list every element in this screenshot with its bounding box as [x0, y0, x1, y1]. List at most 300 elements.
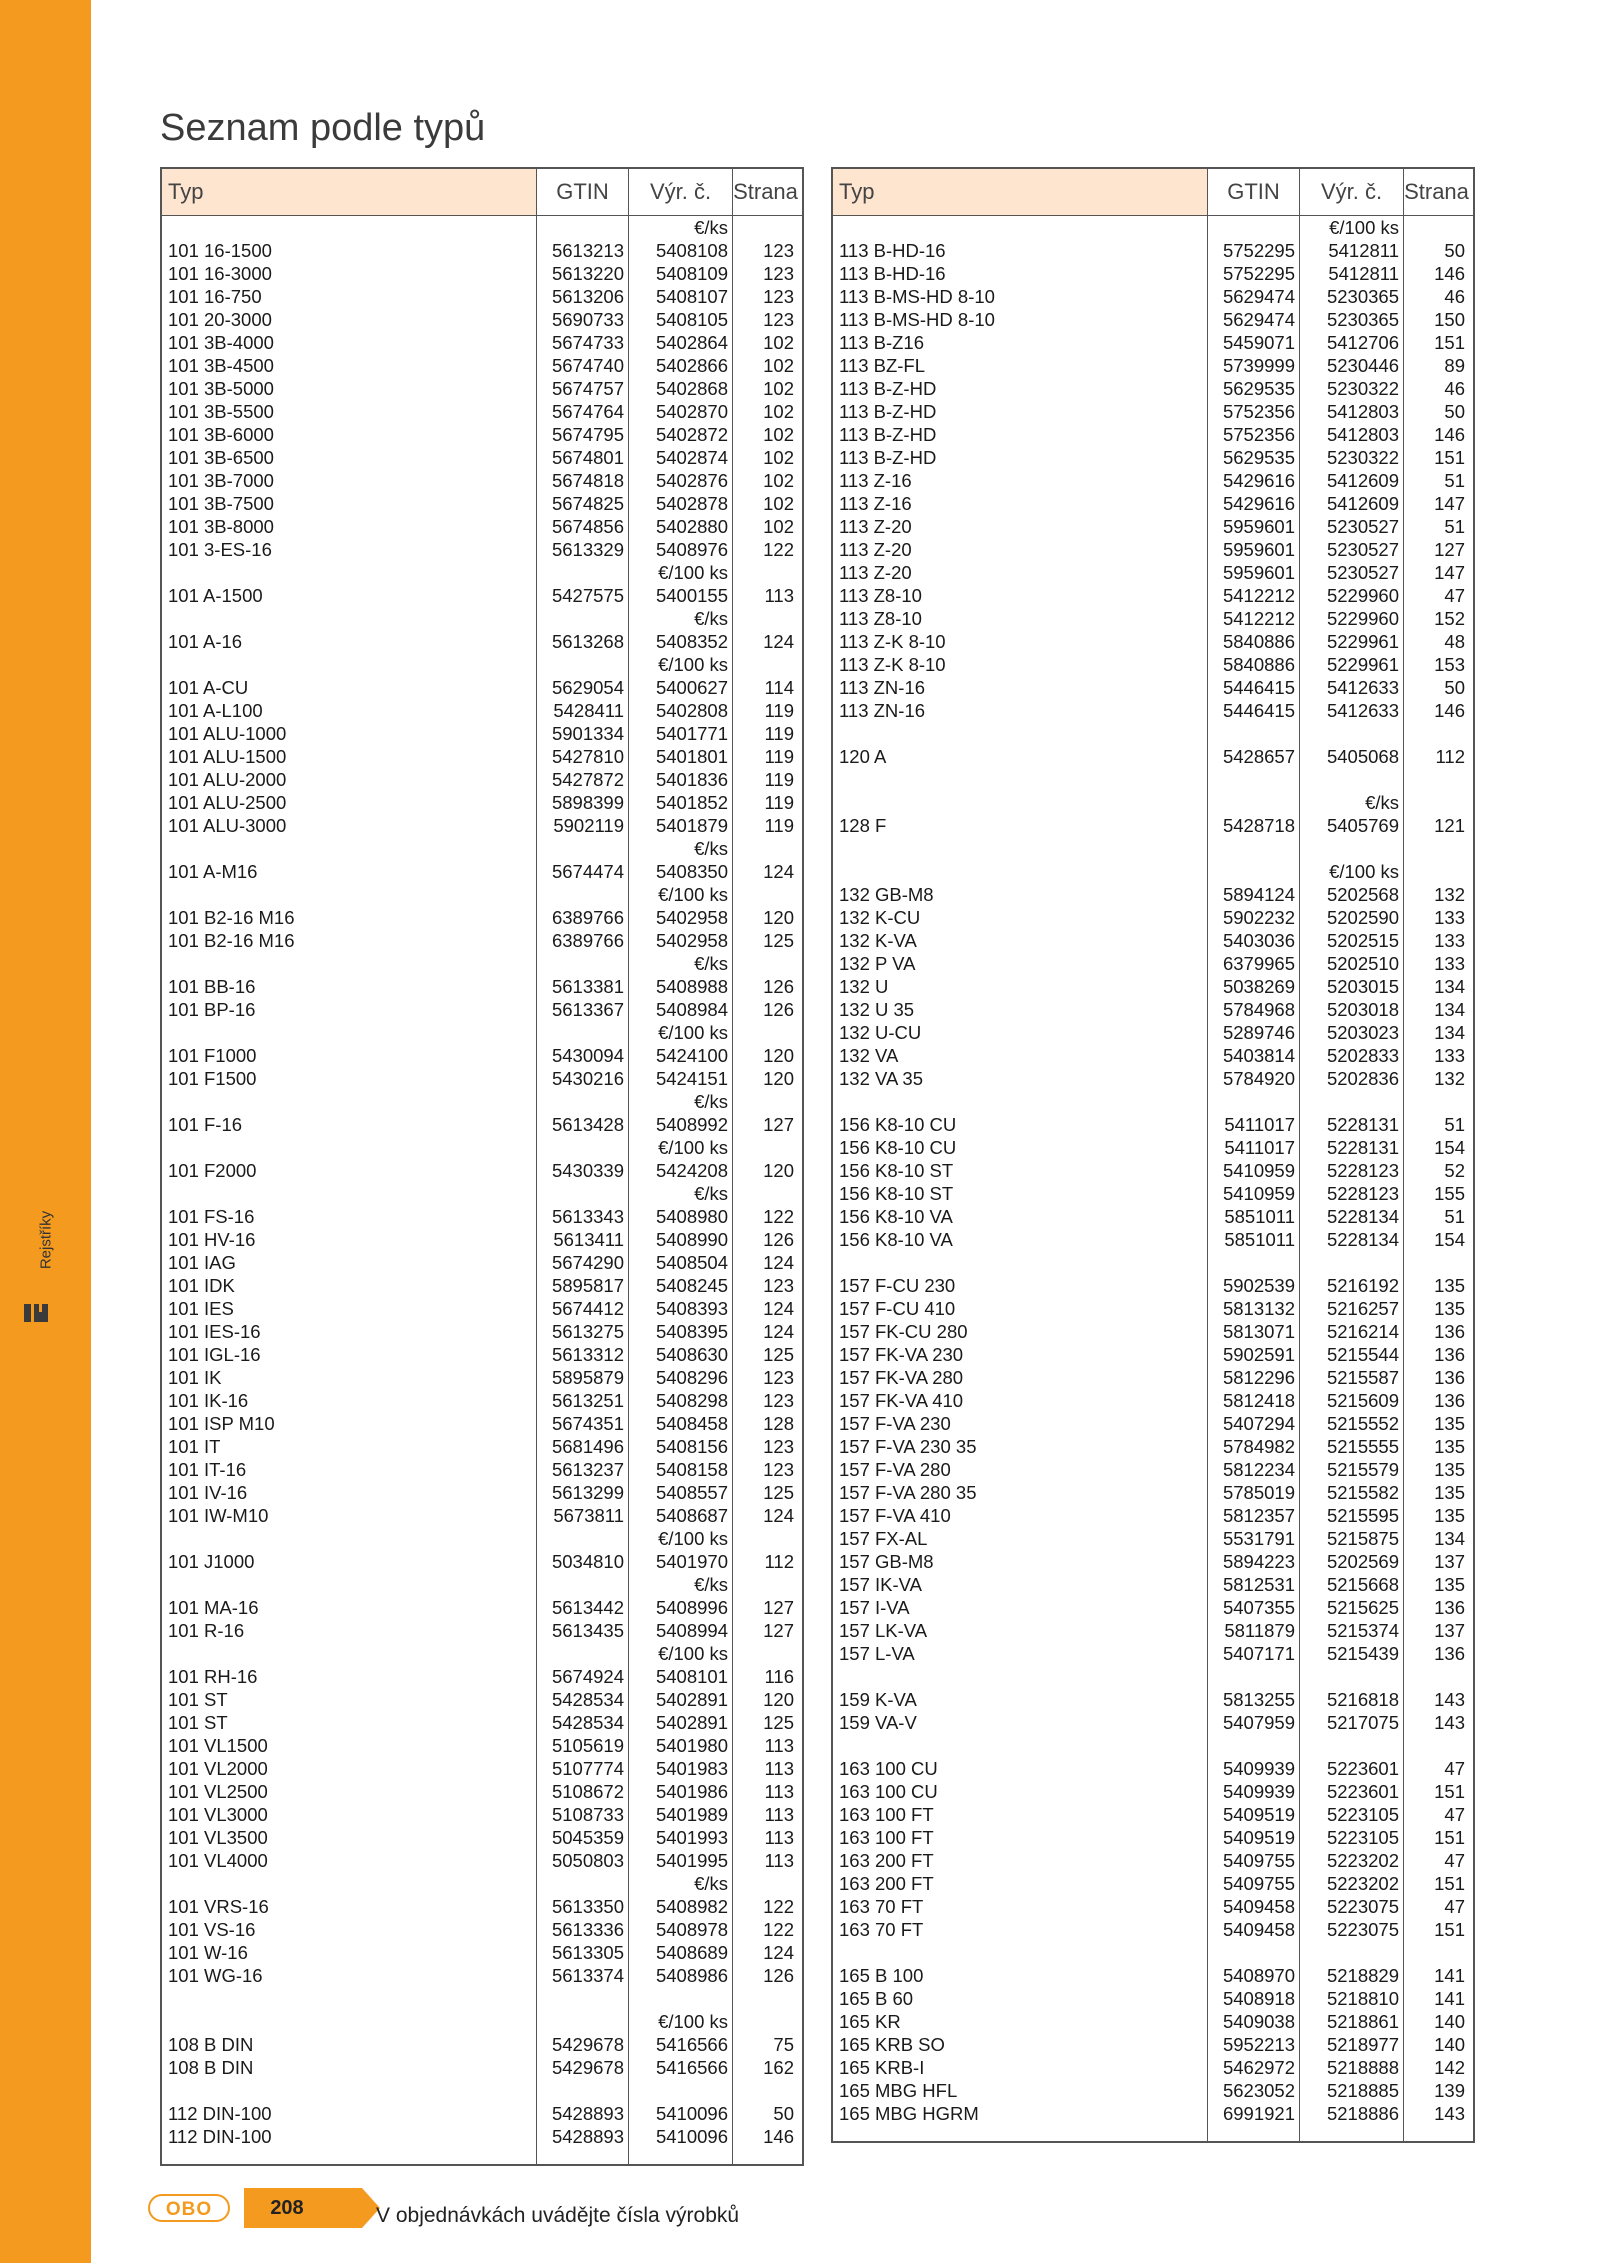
cell-gtin: 5674733 — [537, 331, 629, 354]
cell-vyr: 5216257 — [1300, 1297, 1404, 1320]
cell-vyr: 5218886 — [1300, 2102, 1404, 2125]
cell-gtin: 5613411 — [537, 1228, 629, 1251]
cell-typ: 101 FS-16 — [162, 1205, 537, 1228]
cell-vyr: 5402958 — [629, 906, 733, 929]
table-body — [162, 216, 802, 2164]
cell-typ — [162, 1987, 537, 2010]
cell-vyr: 5223075 — [1300, 1895, 1404, 1918]
cell-strana — [733, 216, 798, 239]
cell-strana — [1404, 722, 1469, 745]
cell-typ: 101 ALU-1500 — [162, 745, 537, 768]
cell-vyr: 5216818 — [1300, 1688, 1404, 1711]
cell-vyr: €/ks — [629, 837, 733, 860]
cell-typ: 101 F1500 — [162, 1067, 537, 1090]
cell-strana — [733, 561, 798, 584]
cell-gtin: 5613299 — [537, 1481, 629, 1504]
cell-vyr: €/100 ks — [1300, 860, 1404, 883]
cell-strana: 113 — [764, 1850, 794, 1871]
cell-strana: 133 — [1434, 953, 1465, 974]
table-row — [833, 1090, 1473, 1113]
cell-gtin: 5107774 — [537, 1757, 629, 1780]
cell-gtin: 5409755 — [1208, 1849, 1300, 1872]
cell-vyr: 5401993 — [629, 1826, 733, 1849]
cell-typ: 101 A-1500 — [162, 584, 537, 607]
cell-typ: 113 B-HD-16 — [833, 262, 1208, 285]
cell-vyr: 5412609 — [1300, 492, 1404, 515]
cell-gtin — [537, 2010, 629, 2033]
cell-strana: 133 — [1434, 930, 1465, 951]
page-number: 208 — [270, 2197, 304, 2219]
cell-gtin: 5409519 — [1208, 1803, 1300, 1826]
cell-vyr: 5203015 — [1300, 975, 1404, 998]
cell-strana: 151 — [1434, 1873, 1465, 1894]
cell-vyr: 5218977 — [1300, 2033, 1404, 2056]
cell-gtin — [537, 1872, 629, 1895]
cell-typ: 157 F-VA 280 35 — [833, 1481, 1208, 1504]
cell-vyr: 5202569 — [1300, 1550, 1404, 1573]
cell-strana: 122 — [763, 1919, 794, 1940]
cell-vyr: 5402872 — [629, 423, 733, 446]
cell-typ: 101 WG-16 — [162, 1964, 537, 1987]
cell-vyr: 5412811 — [1300, 262, 1404, 285]
cell-strana: 52 — [1444, 1160, 1465, 1181]
table-row — [162, 2102, 802, 2125]
cell-gtin — [537, 1573, 629, 1596]
cell-strana: 125 — [763, 1712, 794, 1733]
cell-strana — [733, 1573, 798, 1596]
table-row — [833, 423, 1473, 446]
cell-vyr: 5215595 — [1300, 1504, 1404, 1527]
table-row — [833, 883, 1473, 906]
cell-strana — [733, 1872, 798, 1895]
cell-vyr: 5230446 — [1300, 354, 1404, 377]
cell-strana: 116 — [764, 1666, 794, 1687]
page-title: Seznam podle typů — [160, 107, 486, 150]
cell-typ: 156 K8-10 VA — [833, 1205, 1208, 1228]
cell-strana: 102 — [763, 493, 794, 514]
cell-typ: 157 FK-VA 280 — [833, 1366, 1208, 1389]
table-row — [833, 1964, 1473, 1987]
cell-vyr: 5216214 — [1300, 1320, 1404, 1343]
cell-typ: 101 VL3500 — [162, 1826, 537, 1849]
cell-vyr: 5408107 — [629, 285, 733, 308]
cell-gtin: 5894124 — [1208, 883, 1300, 906]
cell-typ: 101 3B-5500 — [162, 400, 537, 423]
cell-gtin: 5629535 — [1208, 377, 1300, 400]
cell-gtin: 5681496 — [537, 1435, 629, 1458]
cell-strana: 135 — [1434, 1574, 1465, 1595]
table-row — [162, 745, 802, 768]
cell-typ: 132 U-CU — [833, 1021, 1208, 1044]
cell-gtin: 5613350 — [537, 1895, 629, 1918]
cell-gtin: 5429616 — [1208, 469, 1300, 492]
table-row — [162, 1113, 802, 1136]
cell-strana: 134 — [1434, 1022, 1465, 1043]
cell-strana: 147 — [1434, 493, 1465, 514]
cell-typ: 113 Z-20 — [833, 561, 1208, 584]
table-row — [162, 653, 802, 676]
cell-vyr: 5402958 — [629, 929, 733, 952]
cell-gtin: 5898399 — [537, 791, 629, 814]
cell-strana: 123 — [763, 1459, 794, 1480]
cell-gtin: 5623052 — [1208, 2079, 1300, 2102]
cell-vyr: 5401879 — [629, 814, 733, 837]
cell-vyr: 5401836 — [629, 768, 733, 791]
cell-gtin — [1208, 1251, 1300, 1274]
cell-vyr: 5228131 — [1300, 1113, 1404, 1136]
cell-typ: 165 MBG HGRM — [833, 2102, 1208, 2125]
cell-typ: 163 70 FT — [833, 1918, 1208, 1941]
table-row — [833, 1136, 1473, 1159]
cell-strana: 119 — [764, 700, 794, 721]
cell-gtin: 5952213 — [1208, 2033, 1300, 2056]
table-row — [162, 1205, 802, 1228]
cell-strana: 133 — [1434, 1045, 1465, 1066]
cell-vyr: €/ks — [629, 216, 733, 239]
cell-typ: 132 U — [833, 975, 1208, 998]
cell-vyr: 5408245 — [629, 1274, 733, 1297]
cell-gtin: 5462972 — [1208, 2056, 1300, 2079]
cell-strana: 125 — [763, 1344, 794, 1365]
cell-strana: 113 — [764, 1827, 794, 1848]
cell-vyr: €/100 ks — [629, 1527, 733, 1550]
cell-typ: 165 MBG HFL — [833, 2079, 1208, 2102]
cell-gtin: 5105619 — [537, 1734, 629, 1757]
table-row — [833, 1987, 1473, 2010]
cell-typ: 157 FK-VA 230 — [833, 1343, 1208, 1366]
cell-gtin: 5784968 — [1208, 998, 1300, 1021]
cell-gtin: 5902539 — [1208, 1274, 1300, 1297]
cell-strana — [1404, 1734, 1469, 1757]
cell-gtin: 5407171 — [1208, 1642, 1300, 1665]
table-row — [833, 1941, 1473, 1964]
table-row — [833, 1044, 1473, 1067]
table-row — [162, 1849, 802, 1872]
cell-gtin — [537, 1527, 629, 1550]
cell-strana: 124 — [763, 1252, 794, 1273]
cell-gtin: 6379965 — [1208, 952, 1300, 975]
cell-typ: 101 VS-16 — [162, 1918, 537, 1941]
cell-gtin — [1208, 860, 1300, 883]
cell-typ: 157 F-CU 230 — [833, 1274, 1208, 1297]
cell-typ — [162, 883, 537, 906]
table-row — [162, 561, 802, 584]
cell-gtin: 5403036 — [1208, 929, 1300, 952]
cell-gtin — [1208, 1090, 1300, 1113]
cell-vyr: 5203023 — [1300, 1021, 1404, 1044]
cell-vyr: 5215609 — [1300, 1389, 1404, 1412]
table-row — [833, 584, 1473, 607]
cell-vyr: 5229960 — [1300, 584, 1404, 607]
cell-vyr: €/100 ks — [1300, 216, 1404, 239]
table-row — [162, 1044, 802, 1067]
cell-strana — [733, 883, 798, 906]
table-row — [162, 354, 802, 377]
cell-typ: 132 GB-M8 — [833, 883, 1208, 906]
cell-vyr: 5408350 — [629, 860, 733, 883]
svg-text:OBO: OBO — [165, 2199, 213, 2220]
header-strana: Strana — [733, 179, 798, 204]
cell-strana: 126 — [763, 1965, 794, 1986]
table-row — [162, 768, 802, 791]
cell-vyr: 5408458 — [629, 1412, 733, 1435]
cell-gtin: 5674764 — [537, 400, 629, 423]
cell-gtin: 5784982 — [1208, 1435, 1300, 1458]
cell-strana: 155 — [1434, 1183, 1465, 1204]
cell-strana: 136 — [1434, 1367, 1465, 1388]
cell-typ: 101 IK-16 — [162, 1389, 537, 1412]
cell-strana: 102 — [763, 447, 794, 468]
cell-strana — [1404, 791, 1469, 814]
cell-vyr — [1300, 1941, 1404, 1964]
table-row — [162, 2056, 802, 2079]
table-header — [833, 169, 1473, 216]
cell-strana: 151 — [1434, 1919, 1465, 1940]
cell-strana: 153 — [1434, 654, 1465, 675]
cell-strana: 47 — [1444, 1758, 1465, 1779]
table-row — [162, 952, 802, 975]
table-row — [162, 423, 802, 446]
cell-vyr: €/ks — [629, 1872, 733, 1895]
cell-strana: 143 — [1434, 2103, 1465, 2124]
cell-gtin: 5674290 — [537, 1251, 629, 1274]
cell-typ: 101 3B-6500 — [162, 446, 537, 469]
table-row — [162, 331, 802, 354]
table-row — [162, 2010, 802, 2033]
cell-strana: 51 — [1444, 516, 1465, 537]
cell-typ: 132 P VA — [833, 952, 1208, 975]
table-row — [833, 1021, 1473, 1044]
cell-typ: 101 3B-7500 — [162, 492, 537, 515]
table-row — [162, 1987, 802, 2010]
cell-strana: 127 — [1434, 539, 1465, 560]
table-row — [162, 1136, 802, 1159]
cell-gtin: 5430339 — [537, 1159, 629, 1182]
cell-strana: 102 — [763, 332, 794, 353]
cell-vyr — [1300, 1665, 1404, 1688]
cell-typ: 101 VL2000 — [162, 1757, 537, 1780]
table-row — [833, 285, 1473, 308]
table-row — [162, 630, 802, 653]
cell-vyr: 5408109 — [629, 262, 733, 285]
cell-vyr: 5408298 — [629, 1389, 733, 1412]
cell-typ: 113 Z-K 8-10 — [833, 653, 1208, 676]
cell-gtin: 5613305 — [537, 1941, 629, 1964]
cell-strana — [733, 607, 798, 630]
cell-vyr: €/ks — [629, 952, 733, 975]
cell-vyr — [1300, 1734, 1404, 1757]
table-row — [162, 262, 802, 285]
cell-vyr: 5215544 — [1300, 1343, 1404, 1366]
cell-typ: 101 A-16 — [162, 630, 537, 653]
cell-strana: 124 — [763, 1505, 794, 1526]
cell-vyr: 5408630 — [629, 1343, 733, 1366]
cell-gtin: 5045359 — [537, 1826, 629, 1849]
cell-strana: 113 — [764, 1758, 794, 1779]
cell-gtin: 5430094 — [537, 1044, 629, 1067]
cell-vyr: 5408996 — [629, 1596, 733, 1619]
cell-strana: 151 — [1434, 1827, 1465, 1848]
cell-strana — [733, 1090, 798, 1113]
table-row — [162, 906, 802, 929]
cell-typ: 113 Z8-10 — [833, 607, 1208, 630]
cell-vyr: 5408296 — [629, 1366, 733, 1389]
table-row — [162, 1389, 802, 1412]
cell-strana: 113 — [764, 1804, 794, 1825]
cell-vyr — [629, 2079, 733, 2102]
cell-vyr: 5408994 — [629, 1619, 733, 1642]
table-row — [833, 699, 1473, 722]
cell-vyr: €/100 ks — [629, 2010, 733, 2033]
cell-typ: 113 B-Z-HD — [833, 423, 1208, 446]
cell-strana: 151 — [1434, 447, 1465, 468]
cell-vyr: €/ks — [1300, 791, 1404, 814]
cell-typ: 101 A-L100 — [162, 699, 537, 722]
table-row — [162, 722, 802, 745]
cell-vyr: 5215668 — [1300, 1573, 1404, 1596]
cell-vyr: 5228134 — [1300, 1228, 1404, 1251]
cell-vyr: 5215374 — [1300, 1619, 1404, 1642]
cell-strana: 102 — [763, 355, 794, 376]
cell-strana: 143 — [1434, 1689, 1465, 1710]
table-row — [833, 2010, 1473, 2033]
cell-gtin: 6389766 — [537, 929, 629, 952]
cell-typ: 101 IES-16 — [162, 1320, 537, 1343]
cell-typ: 156 K8-10 ST — [833, 1182, 1208, 1205]
cell-typ: 157 I-VA — [833, 1596, 1208, 1619]
cell-typ: 101 3B-7000 — [162, 469, 537, 492]
cell-vyr: 5408984 — [629, 998, 733, 1021]
cell-gtin: 5411017 — [1208, 1136, 1300, 1159]
cell-strana — [733, 2010, 798, 2033]
table-row — [162, 1642, 802, 1665]
table-row — [833, 1182, 1473, 1205]
cell-vyr: 5408982 — [629, 1895, 733, 1918]
cell-typ: 101 J1000 — [162, 1550, 537, 1573]
cell-vyr: €/ks — [629, 1182, 733, 1205]
cell-gtin: 5427872 — [537, 768, 629, 791]
cell-strana: 125 — [763, 930, 794, 951]
cell-vyr: 5401989 — [629, 1803, 733, 1826]
table-row — [833, 998, 1473, 1021]
table-row — [833, 1895, 1473, 1918]
cell-typ: 156 K8-10 VA — [833, 1228, 1208, 1251]
cell-strana — [733, 952, 798, 975]
cell-strana: 48 — [1444, 631, 1465, 652]
cell-strana — [733, 1987, 798, 2010]
table-row — [833, 906, 1473, 929]
cell-typ: 101 VRS-16 — [162, 1895, 537, 1918]
cell-strana — [1404, 860, 1469, 883]
cell-strana: 102 — [763, 424, 794, 445]
cell-gtin: 5613251 — [537, 1389, 629, 1412]
cell-gtin: 5408918 — [1208, 1987, 1300, 2010]
cell-strana: 51 — [1444, 470, 1465, 491]
cell-typ: 101 IAG — [162, 1251, 537, 1274]
table-row — [833, 1274, 1473, 1297]
cell-gtin: 6389766 — [537, 906, 629, 929]
cell-gtin: 5895879 — [537, 1366, 629, 1389]
cell-strana — [733, 837, 798, 860]
cell-gtin: 5409939 — [1208, 1780, 1300, 1803]
cell-vyr: €/100 ks — [629, 1021, 733, 1044]
cell-gtin: 5613442 — [537, 1596, 629, 1619]
cell-vyr: 5408992 — [629, 1113, 733, 1136]
cell-vyr: 5424151 — [629, 1067, 733, 1090]
cell-gtin: 5840886 — [1208, 630, 1300, 653]
cell-strana: 125 — [763, 1482, 794, 1503]
cell-typ: 101 16-750 — [162, 285, 537, 308]
cell-gtin: 5429678 — [537, 2033, 629, 2056]
cell-vyr: 5402808 — [629, 699, 733, 722]
cell-vyr: 5228123 — [1300, 1182, 1404, 1205]
table-row — [162, 860, 802, 883]
table-row — [162, 1757, 802, 1780]
cell-typ: 163 100 FT — [833, 1803, 1208, 1826]
cell-gtin: 5108672 — [537, 1780, 629, 1803]
cell-gtin: 5409519 — [1208, 1826, 1300, 1849]
cell-typ: 120 A — [833, 745, 1208, 768]
cell-vyr: €/ks — [629, 607, 733, 630]
cell-gtin: 5674825 — [537, 492, 629, 515]
cell-gtin: 5428534 — [537, 1711, 629, 1734]
cell-typ: 101 3B-5000 — [162, 377, 537, 400]
cell-typ: 163 200 FT — [833, 1872, 1208, 1895]
cell-strana — [1404, 1665, 1469, 1688]
cell-strana: 162 — [763, 2057, 794, 2078]
cell-strana: 134 — [1434, 1528, 1465, 1549]
table-row — [833, 722, 1473, 745]
table-row — [162, 1182, 802, 1205]
cell-gtin — [537, 1987, 629, 2010]
cell-vyr: 5223105 — [1300, 1803, 1404, 1826]
table-row — [162, 1941, 802, 1964]
cell-typ — [162, 1021, 537, 1044]
cell-gtin — [1208, 837, 1300, 860]
cell-typ: 101 F1000 — [162, 1044, 537, 1067]
cell-vyr — [1300, 1090, 1404, 1113]
cell-typ — [833, 1665, 1208, 1688]
cell-vyr: 5401852 — [629, 791, 733, 814]
table-row — [162, 607, 802, 630]
table-row — [833, 1596, 1473, 1619]
cell-strana: 120 — [763, 1689, 794, 1710]
cell-vyr: 5402874 — [629, 446, 733, 469]
cell-strana: 136 — [1434, 1344, 1465, 1365]
cell-typ: 132 K-CU — [833, 906, 1208, 929]
cell-typ: 113 Z-20 — [833, 538, 1208, 561]
cell-strana: 134 — [1434, 976, 1465, 997]
cell-strana: 89 — [1444, 355, 1465, 376]
cell-typ: 101 RH-16 — [162, 1665, 537, 1688]
table-row — [833, 2033, 1473, 2056]
cell-typ — [162, 1136, 537, 1159]
cell-typ — [162, 561, 537, 584]
cell-strana: 123 — [763, 1436, 794, 1457]
table-row — [162, 1665, 802, 1688]
table-row — [833, 1780, 1473, 1803]
table-row — [833, 239, 1473, 262]
table-row — [833, 262, 1473, 285]
cell-strana: 47 — [1444, 1850, 1465, 1871]
cell-vyr: 5215875 — [1300, 1527, 1404, 1550]
cell-gtin — [537, 883, 629, 906]
cell-strana: 124 — [763, 1298, 794, 1319]
cell-vyr: €/100 ks — [629, 653, 733, 676]
table-row — [833, 1320, 1473, 1343]
cell-gtin: 5894223 — [1208, 1550, 1300, 1573]
cell-typ: 132 VA — [833, 1044, 1208, 1067]
